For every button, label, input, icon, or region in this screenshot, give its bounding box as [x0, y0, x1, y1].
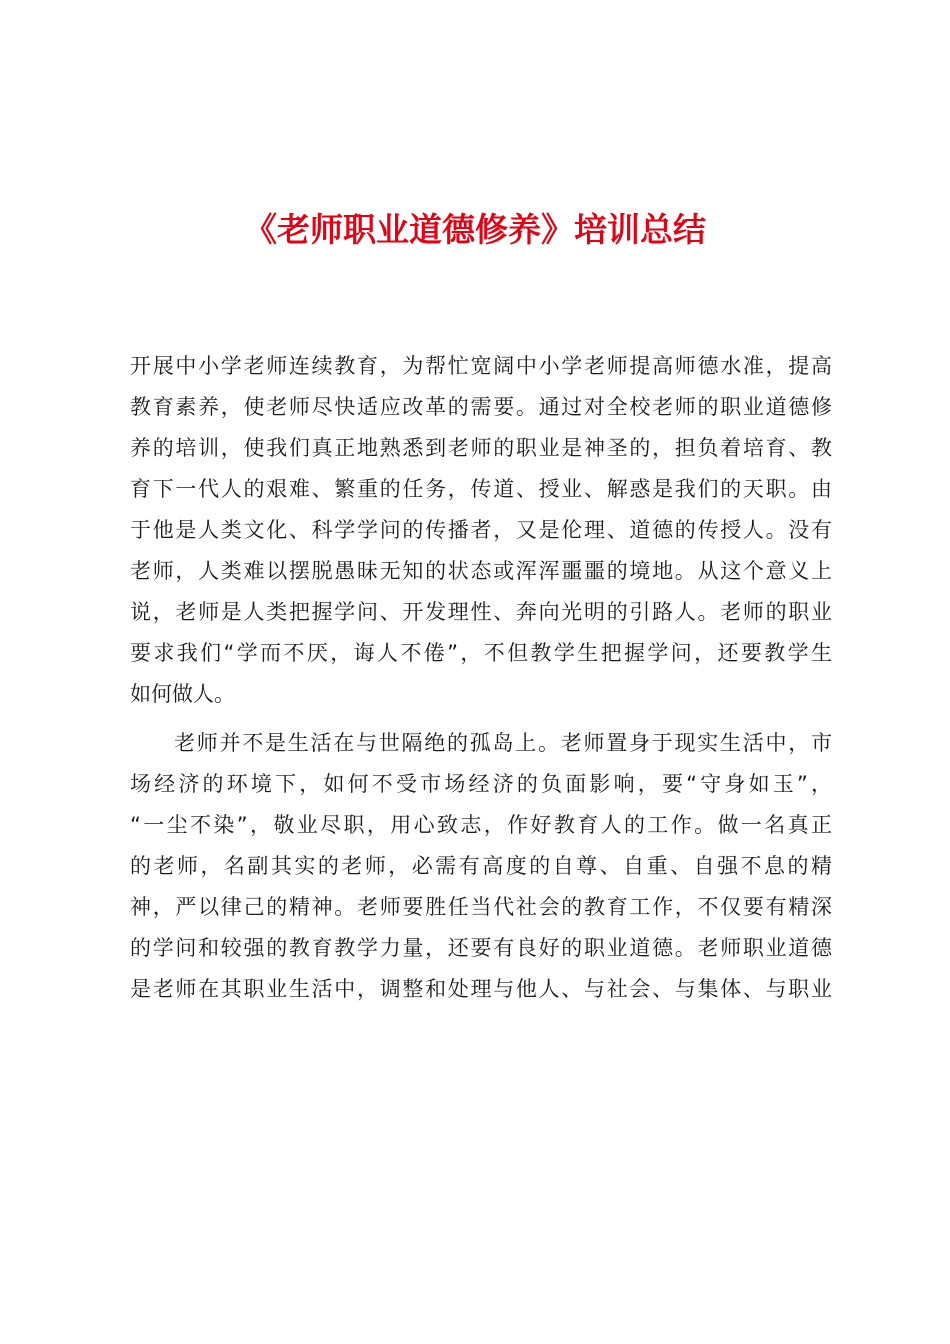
text-line: 场经济的环境下，如何不受市场经济的负面影响，要“守身如玉”， [130, 772, 832, 796]
text-line: “一尘不染”，敬业尽职，用心致志，作好教育人的工作。做一名真正 [130, 813, 832, 837]
paragraph-2 [130, 723, 832, 1010]
document-body [130, 346, 832, 1010]
text-line: 开展中小学老师连续教育，为帮忙宽阔中小学老师提高师德水准，提高 [130, 354, 832, 378]
text-line: 的学问和较强的教育教学力量，还要有良好的职业道德。老师职业道德 [130, 936, 832, 960]
document-title: 《老师职业道德修养》培训总结 [244, 210, 706, 249]
text-line: 育下一代人的艰难、繁重的任务，传道、授业、解惑是我们的天职。由 [130, 477, 832, 501]
text-line: 老师并不是生活在与世隔绝的孤岛上。老师置身于现实生活中，市 [174, 731, 832, 755]
text-line: 教育素养，使老师尽快适应改革的需要。通过对全校老师的职业道德修 [130, 395, 832, 419]
text-line: 老师，人类难以摆脱愚昧无知的状态或浑浑噩噩的境地。从这个意义上 [130, 559, 832, 583]
text-line: 如何做人。 [130, 682, 235, 706]
text-line: 于他是人类文化、科学学问的传播者，又是伦理、道德的传授人。没有 [130, 518, 832, 542]
text-line: 的老师，名副其实的老师，必需有高度的自尊、自重、自强不息的精 [130, 854, 832, 878]
text-line: 神，严以律己的精神。老师要胜任当代社会的教育工作，不仅要有精深 [130, 895, 832, 919]
text-line: 养的培训，使我们真正地熟悉到老师的职业是神圣的，担负着培育、教 [130, 436, 832, 460]
paragraph-1 [130, 346, 832, 715]
text-line: 要求我们“学而不厌，诲人不倦”，不但教学生把握学问，还要教学生 [130, 641, 832, 665]
text-line: 是老师在其职业生活中，调整和处理与他人、与社会、与集体、与职业 [130, 977, 832, 1001]
text-line: 说，老师是人类把握学问、开发理性、奔向光明的引路人。老师的职业 [130, 600, 832, 624]
